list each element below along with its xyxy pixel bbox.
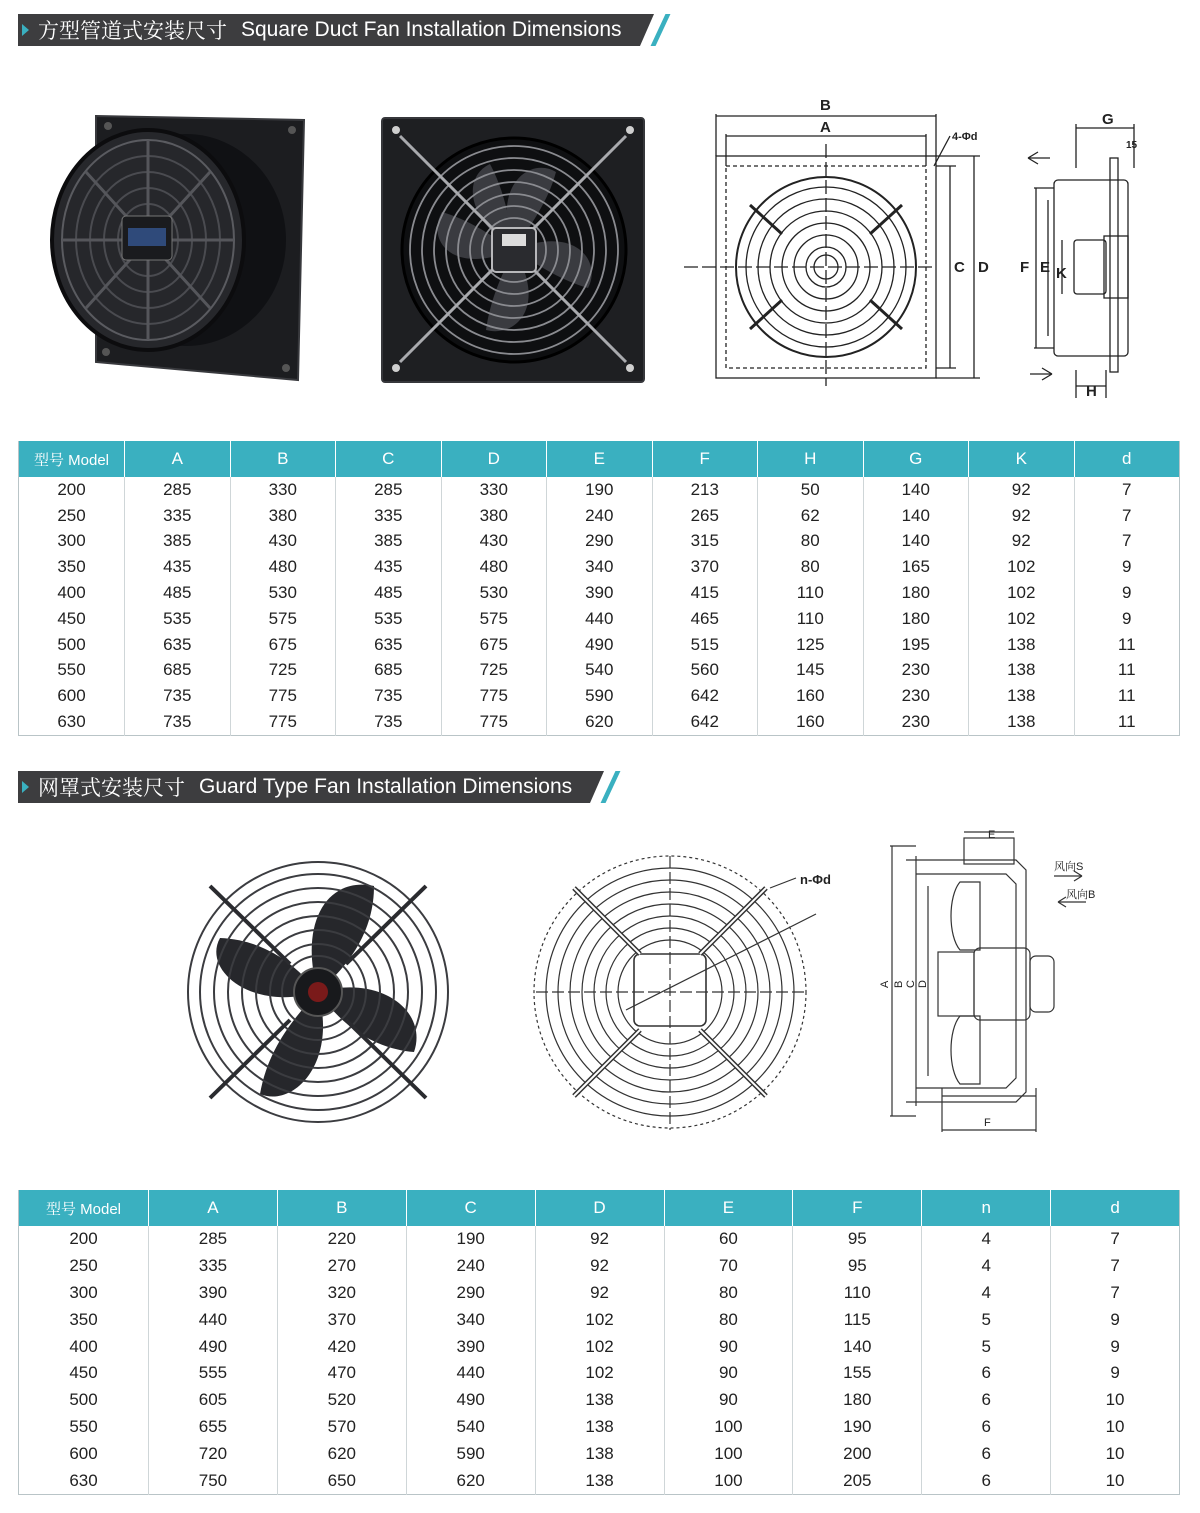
model-cell: 350 [57,557,86,577]
dimension-cell: 380 [230,503,336,529]
dimension-cell: 110 [758,580,864,606]
dimension-cell: 190 [406,1226,535,1253]
dimension-cell: 140 [793,1333,922,1360]
table-row [19,554,1180,580]
dimension-cell: 490 [547,632,653,658]
table-row [19,1280,1180,1307]
dimension-cell: 775 [230,683,336,709]
drawing2-label-15: 15 [1126,140,1138,151]
dimension-cell: 220 [277,1226,406,1253]
dimension-cell: 140 [863,477,969,503]
model-cell: 250 [69,1256,98,1276]
table1-header-d: D [441,441,547,477]
table-row [19,1333,1180,1360]
section1-title-en: Square Duct Fan Installation Dimensions [241,18,622,41]
dimension-cell: 165 [863,554,969,580]
dimension-cell: 430 [230,529,336,555]
dimension-cell: 605 [149,1387,278,1414]
dimension-cell: 155 [793,1360,922,1387]
dimension-cell: 285 [125,477,231,503]
dimension-cell: 750 [149,1467,278,1494]
model-cell: 630 [57,712,86,732]
drawing2-label-h: H [1086,383,1097,400]
dimension-cell: 10 [1051,1387,1180,1414]
dimension-cell: 138 [535,1414,664,1441]
dimension-cell: 115 [793,1306,922,1333]
dimension-cell: 440 [547,606,653,632]
dimension-cell: 590 [547,683,653,709]
dimension-cell: 92 [969,477,1075,503]
dimension-cell: 6 [922,1440,1051,1467]
dimension-cell: 11 [1074,632,1180,658]
dimension-cell: 642 [652,683,758,709]
dimension-cell: 125 [758,632,864,658]
dimension-cell: 92 [969,503,1075,529]
dimension-cell: 340 [406,1306,535,1333]
dimension-cell: 535 [125,606,231,632]
model-cell: 300 [57,531,86,551]
model-cell: 250 [57,505,86,525]
drawing1-label-b: B [820,97,831,114]
drawing4-label-c: C [905,980,917,988]
table1-header-e: E [547,441,653,477]
dimension-cell: 95 [793,1253,922,1280]
table-row [19,503,1180,529]
dimension-cell: 385 [336,529,442,555]
dimension-cell: 530 [441,580,547,606]
dimension-cell: 735 [125,709,231,735]
table-row [19,709,1180,735]
table1-header-row [19,441,1180,477]
dimension-cell: 590 [406,1440,535,1467]
dimension-cell: 560 [652,658,758,684]
dimension-cell: 10 [1051,1414,1180,1441]
dimension-cell: 9 [1051,1360,1180,1387]
dimension-cell: 230 [863,709,969,735]
dimension-cell: 90 [664,1387,793,1414]
dimension-cell: 190 [547,477,653,503]
dimension-cell: 735 [336,709,442,735]
dimension-cell: 315 [652,529,758,555]
square-fan-front-drawing [684,94,996,386]
dimension-cell: 138 [535,1467,664,1494]
dimension-cell: 440 [406,1360,535,1387]
table1-body [19,477,1180,735]
dimension-cell: 95 [793,1226,922,1253]
drawing2-label-g: G [1102,111,1114,128]
dimension-cell: 140 [863,503,969,529]
dimension-cell: 470 [277,1360,406,1387]
table-row [19,1306,1180,1333]
table-row [19,1226,1180,1253]
table2-body [19,1226,1180,1494]
dimension-cell: 7 [1051,1253,1180,1280]
dimension-cell: 265 [652,503,758,529]
drawing2-label-k: K [1056,265,1067,282]
drawing1-label-a: A [820,119,831,136]
dimension-cell: 240 [547,503,653,529]
dimension-cell: 535 [336,606,442,632]
dimension-cell: 4 [922,1280,1051,1307]
dimension-cell: 80 [664,1306,793,1333]
dimension-cell: 80 [664,1280,793,1307]
table-row [19,1414,1180,1441]
dimension-cell: 635 [336,632,442,658]
drawing3-label-hole: n-Φd [800,872,831,887]
dimension-cell: 335 [149,1253,278,1280]
dimension-cell: 285 [149,1226,278,1253]
dimension-cell: 102 [535,1333,664,1360]
section1-title-bar [18,14,640,46]
dimension-cell: 7 [1074,503,1180,529]
table1-header-k: K [969,441,1075,477]
table-row [19,1387,1180,1414]
dimension-cell: 80 [758,529,864,555]
model-cell: 630 [69,1470,98,1490]
dimension-cell: 390 [547,580,653,606]
dimension-cell: 180 [863,580,969,606]
dimension-cell: 720 [149,1440,278,1467]
dimension-cell: 440 [149,1306,278,1333]
dimension-cell: 80 [758,554,864,580]
dimension-cell: 160 [758,709,864,735]
dimension-cell: 11 [1074,683,1180,709]
dimension-cell: 6 [922,1360,1051,1387]
drawing4-label-b: B [893,980,905,988]
model-cell: 400 [69,1336,98,1356]
dimension-cell: 270 [277,1253,406,1280]
dimension-cell: 620 [547,709,653,735]
table2-header-d: D [535,1190,664,1226]
dimension-cell: 70 [664,1253,793,1280]
drawing1-label-c: C [954,259,965,276]
dimension-cell: 102 [969,554,1075,580]
table2-header-f: F [793,1190,922,1226]
dimension-cell: 330 [230,477,336,503]
table1-header-g: G [863,441,969,477]
dimension-cell: 540 [406,1414,535,1441]
drawing2-label-f: F [1020,259,1030,276]
dimension-cell: 138 [535,1387,664,1414]
dimension-cell: 290 [406,1280,535,1307]
table2-header-a: A [149,1190,278,1226]
square-fan-side-drawing [1016,108,1150,402]
drawing1-label-d: D [978,259,989,276]
guard-fan-front-drawing [526,852,844,1134]
table2-header-row [19,1190,1180,1226]
section2-title-bar [18,771,590,803]
section2-header [18,771,613,803]
dimension-cell: 11 [1074,709,1180,735]
dimension-cell: 102 [969,606,1075,632]
square-duct-dimensions-table [18,441,1180,736]
table1-header-h: H [758,441,864,477]
section1-header [18,14,663,46]
dimension-cell: 390 [149,1280,278,1307]
dimension-cell: 490 [149,1333,278,1360]
dimension-cell: 102 [535,1360,664,1387]
dimension-cell: 380 [441,503,547,529]
dimension-cell: 9 [1051,1306,1180,1333]
dimension-cell: 575 [441,606,547,632]
dimension-cell: 285 [336,477,442,503]
dimension-cell: 230 [863,658,969,684]
dimension-cell: 7 [1074,529,1180,555]
section2-title-en: Guard Type Fan Installation Dimensions [199,775,573,798]
dimension-cell: 200 [793,1440,922,1467]
dimension-cell: 515 [652,632,758,658]
dimension-cell: 650 [277,1467,406,1494]
table2-header-e: E [664,1190,793,1226]
dimension-cell: 180 [793,1387,922,1414]
dimension-cell: 7 [1051,1280,1180,1307]
dimension-cell: 335 [125,503,231,529]
model-cell: 600 [57,686,86,706]
dimension-cell: 575 [230,606,336,632]
dimension-cell: 145 [758,658,864,684]
table1-header-c: C [336,441,442,477]
dimension-cell: 92 [535,1253,664,1280]
dimension-cell: 335 [336,503,442,529]
drawing4-label-f: F [984,1117,991,1129]
model-cell: 550 [57,660,86,680]
drawing4-label-e: E [988,829,996,841]
table1-header-model: 型号 Model [19,441,125,477]
dimension-cell: 110 [758,606,864,632]
model-cell: 400 [57,583,86,603]
dimension-cell: 620 [277,1440,406,1467]
dimension-cell: 430 [441,529,547,555]
dimension-cell: 5 [922,1333,1051,1360]
dimension-cell: 685 [125,658,231,684]
dimension-cell: 90 [664,1333,793,1360]
dimension-cell: 415 [652,580,758,606]
dimension-cell: 775 [230,709,336,735]
dimension-cell: 642 [652,709,758,735]
dimension-cell: 205 [793,1467,922,1494]
guard-type-dimensions-table [18,1190,1180,1495]
dimension-cell: 9 [1074,580,1180,606]
dimension-cell: 485 [336,580,442,606]
dimension-cell: 5 [922,1306,1051,1333]
dimension-cell: 9 [1051,1333,1180,1360]
table2-header-b: B [277,1190,406,1226]
model-cell: 450 [69,1363,98,1383]
dimension-cell: 138 [969,632,1075,658]
dimension-cell: 138 [969,709,1075,735]
dimension-cell: 390 [406,1333,535,1360]
guard-fan-side-drawing [876,826,1112,1136]
model-cell: 600 [69,1443,98,1463]
dimension-cell: 480 [230,554,336,580]
dimension-cell: 530 [230,580,336,606]
dimension-cell: 465 [652,606,758,632]
dimension-cell: 435 [336,554,442,580]
dimension-cell: 480 [441,554,547,580]
table-row [19,1360,1180,1387]
dimension-cell: 100 [664,1414,793,1441]
dimension-cell: 9 [1074,606,1180,632]
dimension-cell: 7 [1051,1226,1180,1253]
drawing4-label-wind-s: 风向S [1054,861,1084,873]
dimension-cell: 370 [277,1306,406,1333]
table1-header-b: B [230,441,336,477]
model-cell: 200 [57,479,86,499]
table-row [19,529,1180,555]
dimension-cell: 230 [863,683,969,709]
table-row [19,658,1180,684]
square-duct-fan-photo-angled [36,112,311,384]
dimension-cell: 140 [863,529,969,555]
dimension-cell: 555 [149,1360,278,1387]
dimension-cell: 7 [1074,477,1180,503]
dimension-cell: 10 [1051,1440,1180,1467]
dimension-cell: 100 [664,1440,793,1467]
dimension-cell: 635 [125,632,231,658]
dimension-cell: 4 [922,1253,1051,1280]
dimension-cell: 620 [406,1467,535,1494]
table1-header-f: F [652,441,758,477]
square-duct-fan-photo-front [380,116,648,386]
dimension-cell: 9 [1074,554,1180,580]
dimension-cell: 655 [149,1414,278,1441]
model-cell: 300 [69,1282,98,1302]
dimension-cell: 485 [125,580,231,606]
model-cell: 350 [69,1309,98,1329]
table1-header-dia: d [1074,441,1180,477]
dimension-cell: 290 [547,529,653,555]
dimension-cell: 92 [969,529,1075,555]
dimension-cell: 240 [406,1253,535,1280]
dimension-cell: 570 [277,1414,406,1441]
dimension-cell: 370 [652,554,758,580]
table-row [19,683,1180,709]
dimension-cell: 138 [969,658,1075,684]
dimension-cell: 385 [125,529,231,555]
dimension-cell: 102 [969,580,1075,606]
table2-header-model: 型号 Model [19,1190,149,1226]
dimension-cell: 50 [758,477,864,503]
model-cell: 200 [69,1229,98,1249]
model-cell: 500 [69,1390,98,1410]
dimension-cell: 435 [125,554,231,580]
dimension-cell: 675 [441,632,547,658]
table-row [19,606,1180,632]
drawing1-label-hole: 4-Φd [952,131,978,143]
dimension-cell: 195 [863,632,969,658]
dimension-cell: 675 [230,632,336,658]
guard-type-fan-photo [178,852,458,1132]
drawing2-label-e: E [1040,259,1051,276]
dimension-cell: 180 [863,606,969,632]
dimension-cell: 6 [922,1387,1051,1414]
dimension-cell: 6 [922,1467,1051,1494]
dimension-cell: 62 [758,503,864,529]
dimension-cell: 775 [441,709,547,735]
table-row [19,477,1180,503]
dimension-cell: 6 [922,1414,1051,1441]
dimension-cell: 735 [336,683,442,709]
dimension-cell: 100 [664,1467,793,1494]
dimension-cell: 190 [793,1414,922,1441]
dimension-cell: 490 [406,1387,535,1414]
dimension-cell: 10 [1051,1467,1180,1494]
table-row [19,580,1180,606]
dimension-cell: 138 [969,683,1075,709]
model-cell: 450 [57,608,86,628]
model-cell: 550 [69,1416,98,1436]
dimension-cell: 213 [652,477,758,503]
dimension-cell: 775 [441,683,547,709]
table-row [19,1440,1180,1467]
dimension-cell: 320 [277,1280,406,1307]
dimension-cell: 520 [277,1387,406,1414]
dimension-cell: 725 [230,658,336,684]
table-row [19,1253,1180,1280]
dimension-cell: 330 [441,477,547,503]
dimension-cell: 420 [277,1333,406,1360]
dimension-cell: 138 [535,1440,664,1467]
dimension-cell: 11 [1074,658,1180,684]
table2-header-c: C [406,1190,535,1226]
dimension-cell: 110 [793,1280,922,1307]
dimension-cell: 92 [535,1280,664,1307]
drawing4-label-wind-b: 风向B [1066,889,1096,901]
table2-header-dia: d [1051,1190,1180,1226]
table1-header-a: A [125,441,231,477]
dimension-cell: 340 [547,554,653,580]
dimension-cell: 685 [336,658,442,684]
model-cell: 500 [57,634,86,654]
table-row [19,1467,1180,1494]
section2-title-cn: 网罩式安装尺寸 [38,777,185,800]
dimension-cell: 92 [535,1226,664,1253]
section1-title-cn: 方型管道式安装尺寸 [38,20,227,43]
dimension-cell: 160 [758,683,864,709]
table2-header-n: n [922,1190,1051,1226]
dimension-cell: 4 [922,1226,1051,1253]
dimension-cell: 102 [535,1306,664,1333]
dimension-cell: 725 [441,658,547,684]
dimension-cell: 90 [664,1360,793,1387]
table-row [19,632,1180,658]
drawing4-label-a: A [879,980,891,988]
drawing4-label-d: D [917,980,929,988]
dimension-cell: 60 [664,1226,793,1253]
dimension-cell: 540 [547,658,653,684]
dimension-cell: 735 [125,683,231,709]
